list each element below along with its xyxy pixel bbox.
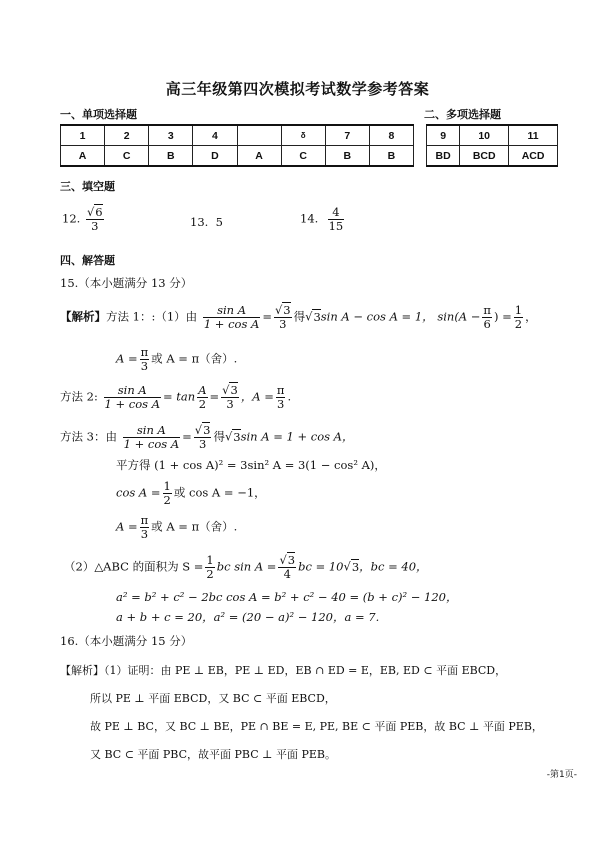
fraction: $\frac{√3}{3}$ [194,423,211,451]
table-cell: B [369,146,413,167]
fraction: $\frac{\pi}{6}$ [483,303,491,331]
fraction: $\frac{\pi}{3}$ [140,345,149,373]
question-number: 12. [62,211,81,226]
single-choice-answer-table [60,124,414,167]
fraction: $\frac{1}{2}$ [206,553,214,581]
answer-q13: 13. 5 [190,215,223,229]
table-cell: 4 [193,125,237,146]
table-cell: C [105,146,149,167]
table-row [61,146,414,167]
table-cell: B [325,146,369,167]
fraction: $\frac{A}{2}$ [198,383,207,411]
table-cell: A [61,146,105,167]
q16-line2: 所以 PE ⊥ 平面 EBCD，又 BC ⊂ 平面 EBCD， [90,692,336,705]
fraction: $\frac{√6}{3}$ [86,205,103,233]
fraction: $\frac{4}{15}$ [328,205,344,233]
fraction: $\frac{1}{2}$ [163,479,171,507]
question-number: 13. [190,215,209,229]
fraction: $\frac{√3}{3}$ [274,303,291,331]
table-cell: 2 [105,125,149,146]
q15-method3-line4: A = $\frac{\pi}{3}$ 或 A = π（舍）. [116,513,238,541]
table-cell: 9 [427,125,460,146]
section-heading-single-choice: 一、单项选择题 [60,108,137,121]
q16-header: 16.（本小题满分 15 分） [60,634,193,648]
table-cell: 11 [509,125,558,146]
multi-choice-answer-table [426,124,558,167]
table-cell: 10 [460,125,509,146]
table-row [427,125,558,146]
table-cell: C [281,146,325,167]
section-heading-solutions: 四、解答题 [60,254,115,267]
table-cell: D [193,146,237,167]
fraction: $\frac{√3}{4}$ [279,553,296,581]
q15-method2: 方法 2: $\frac{\text{sin A}}{\text{1 + cos A}}$ = tan $\frac{A}{2}$ = $\frac{√3}{3}$ ，A = $\frac{\pi}{3}$ . [60,383,292,411]
table-cell: B [149,146,193,167]
q15-part2-line3: a + b + c = 20，a² = (20 − a)² − 120，a = 7. [116,610,380,624]
table-cell: δ [281,125,325,146]
table-cell: 1 [61,125,105,146]
q15-part2-line2: a² = b² + c² − 2bc cos A = b² + c² − 40 = (b + c)² − 120， [116,590,458,604]
fraction: $\frac{\text{sin A}}{\text{1 + cos A}}$ [203,303,260,331]
q16-line3: 故 PE ⊥ BC，又 BC ⊥ BE，PE ∩ BE = E, PE, BE ⊂ 平面 PEB，故 BC ⊥ 平面 PEB， [90,720,543,733]
table-cell: 3 [149,125,193,146]
q15-header: 15.（本小题满分 13 分） [60,276,193,290]
table-cell: BCD [460,146,509,167]
q15-method1-line2: A = $\frac{\pi}{3}$ 或 A = π（舍）. [116,345,238,373]
question-number: 14. [300,211,319,226]
page-title: 高三年级第四次模拟考试数学参考答案 [165,80,430,98]
page-number: -第1页- [546,770,577,780]
table-row [427,146,558,167]
fraction: $\frac{\text{sin A}}{\text{1 + cos A}}$ [123,423,180,451]
q15-method3-line3: cos A = $\frac{1}{2}$ 或 cos A = −1， [116,479,266,507]
table-cell: 8 [369,125,413,146]
answer-q14 [300,206,346,233]
table-cell: BD [427,146,460,167]
fraction: $\frac{\pi}{3}$ [276,383,285,411]
answer-q12 [62,206,106,233]
q15-method1-line1: 【解析】方法 1：:（1）由 $\frac{\text{sin A}}{\text{1 + cos A}}$ = $\frac{√3}{3}$ 得√3sin A − cos A = 1， sin(A − $\frac{\pi}{6}$ ) = $\frac{1}{2}$ ， [60,303,537,331]
q15-method3-line1: 方法 3：由 $\frac{\text{sin A}}{\text{1 + cos A}}$ = $\frac{√3}{3}$ 得√3sin A = 1 + cos A， [60,423,354,451]
table-cell: A [237,146,281,167]
table-cell: 7 [325,125,369,146]
table-cell [237,125,281,146]
fraction: $\frac{1}{2}$ [514,303,523,331]
q16-line1: 【解析】（1）证明：由 PE ⊥ EB，PE ⊥ ED，EB ∩ ED = E，EB, ED ⊂ 平面 EBCD， [60,664,507,677]
fraction: $\frac{\pi}{3}$ [140,513,149,541]
q15-part2-line1: （2）△ABC 的面积为 S = $\frac{1}{2}$ bc sin A = $\frac{√3}{4}$ bc = 10√3，bc = 40， [64,553,428,581]
fraction: $\frac{\text{sin A}}{\text{1 + cos A}}$ [104,383,161,411]
section-heading-multi-choice: 二、多项选择题 [424,108,501,121]
section-heading-fill-blank: 三、填空题 [60,180,115,193]
q15-method3-line2: 平方得 (1 + cos A)² = 3sin² A = 3(1 − cos² A)， [116,458,386,472]
fraction: $\frac{√3}{3}$ [222,383,238,411]
table-cell: ACD [509,146,558,167]
q16-line4: 又 BC ⊂ 平面 PBC，故平面 PBC ⊥ 平面 PEB。 [90,748,336,761]
table-row [61,125,414,146]
